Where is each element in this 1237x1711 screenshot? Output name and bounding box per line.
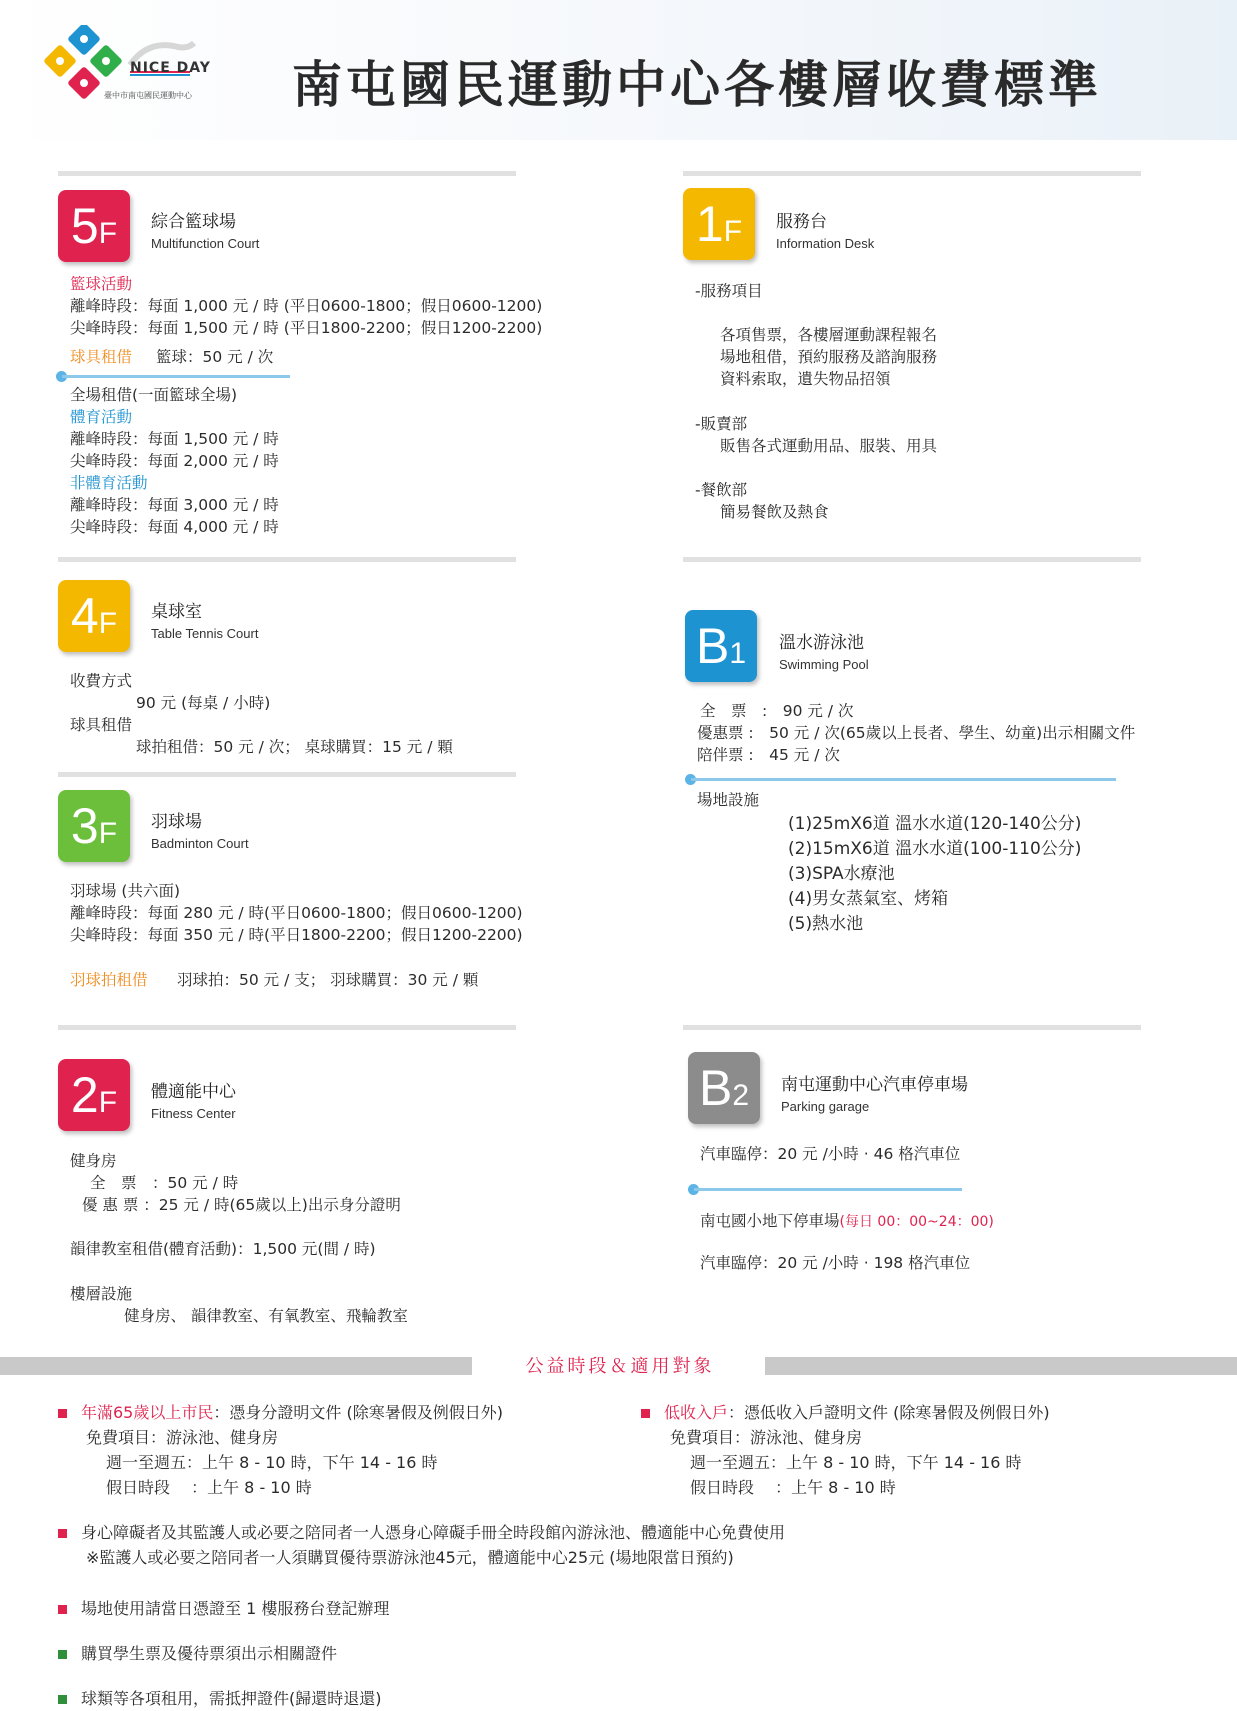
gym-discount-ticket: 優 惠 票 ：25 元 / 時(65歲以上)出示身分證明 — [82, 1196, 401, 1214]
section-title-5f: 綜合籃球場 Multifunction Court — [151, 212, 260, 251]
sports-peak: 尖峰時段：每面 2,000 元 / 時 — [70, 452, 279, 470]
lowincome-line: 低收入戶：憑低收入戶證明文件 (除寒暑假及例假日外) — [641, 1401, 1050, 1425]
gym-label: 健身房 — [70, 1152, 117, 1170]
lowincome-weekday: 週一至週五：上午 8 - 10 時，下午 14 - 16 時 — [690, 1453, 1022, 1472]
divider-b2 — [683, 1025, 1141, 1030]
pool-facilities-label: 場地設施 — [697, 791, 760, 809]
parking-rate-1: 汽車臨停：20 元 /小時 ‧ 46 格汽車位 — [700, 1145, 961, 1163]
bullet-icon — [58, 1529, 67, 1538]
section-band-left — [0, 1357, 472, 1375]
elderly-holiday: 假日時段 ：上午 8 - 10 時 — [106, 1478, 312, 1497]
sports-offpeak: 離峰時段：每面 1,500 元 / 時 — [70, 430, 279, 448]
badminton-peak: 尖峰時段：每面 350 元 / 時(平日1800-2200；假日1200-2200) — [70, 926, 523, 944]
floor-facilities-value: 健身房、 韻律教室、有氧教室、飛輪教室 — [124, 1307, 408, 1325]
badminton-courts: 羽球場 (共六面) — [70, 882, 181, 900]
section-band-right — [765, 1357, 1237, 1375]
bullet-icon — [641, 1409, 650, 1418]
nonsports-offpeak: 離峰時段：每面 3,000 元 / 時 — [70, 496, 279, 514]
pool-discount-ticket: 優惠票 : 50 元 / 次(65歲以上長者、學生、幼童)出示相關文件 — [697, 724, 1136, 742]
pool-facility-item: (3)SPA水療池 — [788, 864, 895, 884]
ball-rental-value: 籃球：50 元 / 次 — [156, 348, 274, 366]
logo-text: NICE DAY — [130, 60, 211, 76]
floor-badge-b2: B2 — [688, 1052, 760, 1124]
divider-5f — [58, 171, 516, 176]
bullet-icon — [58, 1605, 67, 1614]
gear-rental-label: 球具租借 — [70, 716, 133, 734]
disabled-note: ※監護人或必要之陪同者一人須購買優待票游泳池45元，體適能中心25元 (場地限當日預約) — [86, 1548, 734, 1567]
shop-label: -販賣部 — [695, 415, 748, 433]
gear-rental-value: 球拍租借：50 元 / 次； 桌球購買：15 元 / 顆 — [136, 738, 453, 756]
service-item: 場地租借，預約服務及諮詢服務 — [720, 348, 938, 366]
parking-lot-2: 南屯國小地下停車場(每日 00：00~24：00) — [700, 1212, 994, 1230]
bullet-icon — [58, 1695, 67, 1704]
pool-companion-ticket: 陪伴票 : 45 元 / 次 — [697, 746, 840, 764]
pool-full-ticket: 全 票 : 90 元 / 次 — [700, 702, 854, 720]
note-deposit: 球類等各項租用，需抵押證件(歸還時退還) — [58, 1687, 382, 1711]
pool-facility-item: (4)男女蒸氣室、烤箱 — [788, 889, 949, 909]
basketball-offpeak: 離峰時段：每面 1,000 元 / 時 (平日0600-1800；假日0600-1200) — [70, 297, 543, 315]
gym-full-ticket: 全 票 ：50 元 / 時 — [90, 1174, 239, 1192]
sports-activity-label: 體育活動 — [70, 408, 133, 426]
divider-1f — [683, 171, 1141, 176]
pool-facility-item: (1)25mX6道 溫水水道(120-140公分) — [788, 814, 1082, 834]
ball-rental-label: 球具租借 — [70, 348, 133, 366]
note-student-ticket: 購買學生票及優待票須出示相關證件 — [58, 1642, 337, 1666]
lowincome-holiday: 假日時段 ：上午 8 - 10 時 — [690, 1478, 896, 1497]
page-title: 南屯國民運動中心各樓層收費標準 — [292, 56, 1102, 114]
disabled-line: 身心障礙者及其監護人或必要之陪同者一人憑身心障礙手冊全時段館內游泳池、體適能中心免費使用 — [58, 1521, 785, 1545]
divider-2f — [58, 1025, 516, 1030]
section-title-1f: 服務台 Information Desk — [776, 212, 875, 251]
floor-badge-3f: 3F — [58, 790, 130, 862]
divider-bar — [62, 375, 290, 378]
service-item: 資料索取，遺失物品招領 — [720, 370, 891, 388]
full-court-rental: 全場租借(一面籃球全場) — [70, 386, 238, 404]
elderly-free: 免費項目：游泳池、健身房 — [86, 1428, 279, 1447]
section-title-b1: 溫水游泳池 Swimming Pool — [779, 633, 869, 672]
nonsports-activity-label: 非體育活動 — [70, 474, 148, 492]
food-value: 簡易餐飲及熱食 — [720, 503, 829, 521]
pool-facility-item: (5)熱水池 — [788, 914, 864, 934]
divider-3f — [58, 772, 516, 777]
shop-value: 販售各式運動用品、服裝、用具 — [720, 437, 938, 455]
divider-4f — [58, 557, 516, 562]
service-item: 各項售票，各樓層運動課程報名 — [720, 326, 938, 344]
pay-method-value: 90 元 (每桌 / 小時) — [136, 694, 271, 712]
public-benefit-title: 公益時段＆適用對象 — [525, 1356, 715, 1377]
parking-rate-2: 汽車臨停：20 元 /小時 ‧ 198 格汽車位 — [700, 1254, 971, 1272]
bullet-icon — [58, 1409, 67, 1418]
racket-rental-value: 羽球拍：50 元 / 支； 羽球購買：30 元 / 顆 — [177, 971, 479, 989]
divider-b1 — [683, 557, 1141, 562]
food-label: -餐飲部 — [695, 481, 748, 499]
divider-bar — [694, 1188, 962, 1191]
floor-badge-2f: 2F — [58, 1059, 130, 1131]
lowincome-free: 免費項目：游泳池、健身房 — [670, 1428, 863, 1447]
pool-facility-item: (2)15mX6道 溫水水道(100-110公分) — [788, 839, 1082, 859]
pay-method-label: 收費方式 — [70, 672, 133, 690]
floor-facilities-label: 樓層設施 — [70, 1285, 133, 1303]
logo-subtext: 臺中市南屯國民運動中心 — [104, 91, 192, 100]
services-label: -服務項目 — [695, 282, 763, 300]
section-title-b2: 南屯運動中心汽車停車場 Parking garage — [781, 1075, 968, 1114]
racket-rental-label: 羽球拍租借 — [70, 971, 148, 989]
section-title-2f: 體適能中心 Fitness Center — [151, 1082, 236, 1121]
bullet-icon — [58, 1650, 67, 1659]
section-title-3f: 羽球場 Badminton Court — [151, 812, 249, 851]
floor-badge-5f: 5F — [58, 190, 130, 262]
nonsports-peak: 尖峰時段：每面 4,000 元 / 時 — [70, 518, 279, 536]
basketball-activity-label: 籃球活動 — [70, 275, 133, 293]
floor-badge-1f: 1F — [683, 188, 755, 260]
elderly-line: 年滿65歲以上市民：憑身分證明文件 (除寒暑假及例假日外) — [58, 1401, 503, 1425]
rhythm-room-rental: 韻律教室租借(體育活動)：1,500 元(間 / 時) — [70, 1240, 376, 1258]
section-title-4f: 桌球室 Table Tennis Court — [151, 602, 259, 641]
basketball-peak: 尖峰時段：每面 1,500 元 / 時 (平日1800-2200；假日1200-2200) — [70, 319, 543, 337]
badminton-offpeak: 離峰時段：每面 280 元 / 時(平日0600-1800；假日0600-1200) — [70, 904, 523, 922]
floor-badge-4f: 4F — [58, 580, 130, 652]
note-registration: 場地使用請當日憑證至 1 樓服務台登記辦理 — [58, 1597, 389, 1621]
floor-badge-b1: B1 — [685, 610, 757, 682]
divider-bar — [691, 778, 1116, 781]
elderly-weekday: 週一至週五：上午 8 - 10 時，下午 14 - 16 時 — [106, 1453, 438, 1472]
